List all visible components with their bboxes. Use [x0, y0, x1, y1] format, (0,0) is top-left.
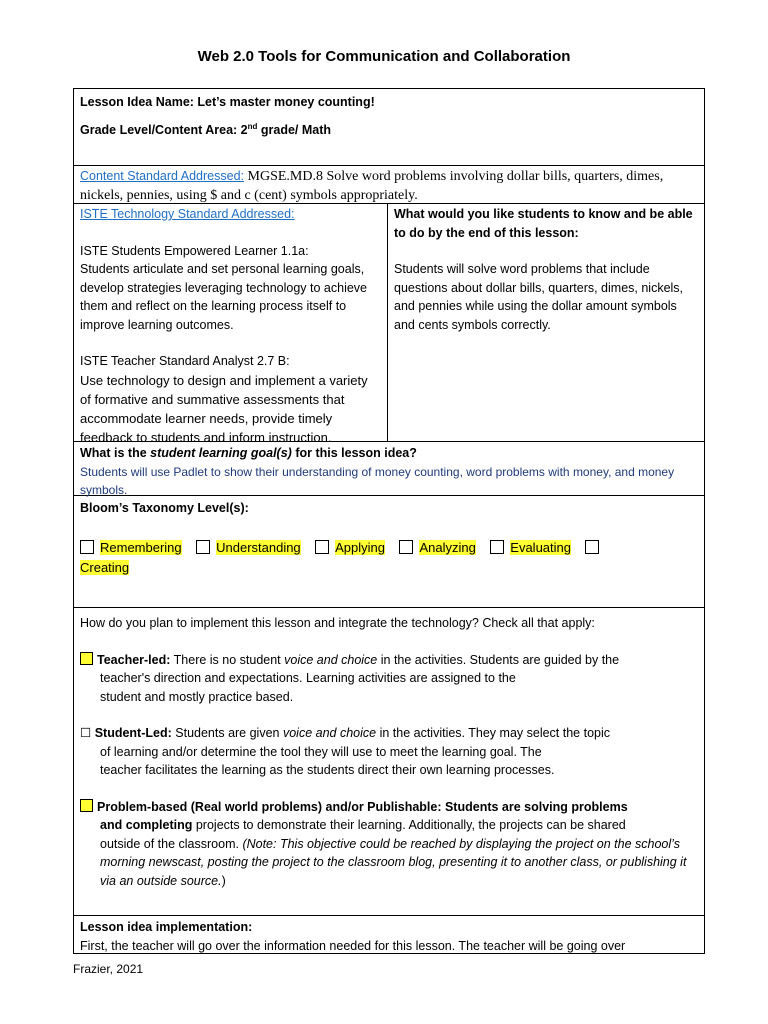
- remembering-checkbox[interactable]: [80, 540, 94, 554]
- blooms-label: Bloom’s Taxonomy Level(s):: [80, 501, 249, 515]
- student-led-checkbox[interactable]: ☐: [80, 726, 92, 740]
- lesson-name: Lesson Idea Name: Let’s master money counting!: [80, 95, 375, 109]
- goal-question: What is the student learning goal(s) for this lesson idea?: [80, 446, 417, 460]
- content-standard-text: MGSE.MD.8 Solve word problems involving dollar bills, quarters, dimes, nickels, pennies, using $ and c (cent) symbols appropriately.: [80, 169, 664, 203]
- student-led-line3: teacher facilitates the learning as the students direct their own learning processes.: [100, 763, 555, 777]
- teacher-led-checkbox[interactable]: [80, 652, 93, 665]
- iste-teacher-text: Use technology to design and implement a variety of formative and summative assessments that accommodate learner needs, provide timely feedback to students and inform instruction.: [80, 372, 368, 445]
- know-answer: Students will solve word problems that include questions about dollar bills, quarters, dimes, nickels, and pennies while using the dollar amount symbols and cents symbols correctly.: [394, 262, 684, 332]
- implement-question: How do you plan to implement this lesson and integrate the technology? Check all that apply:: [80, 616, 595, 630]
- understanding-checkbox[interactable]: [196, 540, 210, 554]
- level-evaluating: Evaluating: [510, 539, 571, 555]
- teacher-led-option: Teacher-led: There is no student voice and choice in the activities. Students are guided by the: [80, 651, 698, 670]
- level-analyzing: Analyzing: [419, 539, 476, 555]
- content-standard-row: [74, 166, 704, 204]
- creating-checkbox[interactable]: [585, 540, 599, 554]
- level-applying: Applying: [335, 539, 385, 555]
- teacher-led-line2: teacher's direction and expectations. Learning activities are assigned to the: [100, 671, 516, 685]
- lesson-table: [73, 88, 705, 954]
- implement-row: [74, 608, 704, 916]
- iste-column: [74, 204, 388, 445]
- lesson-info-row: [74, 89, 704, 166]
- analyzing-checkbox[interactable]: [399, 540, 413, 554]
- iste-student-heading: ISTE Students Empowered Learner 1.1a:: [80, 243, 309, 258]
- problem-based-checkbox[interactable]: [80, 799, 93, 812]
- iste-teacher-heading: ISTE Teacher Standard Analyst 2.7 B:: [80, 354, 290, 368]
- goal-answer: Students will use Padlet to show their understanding of money counting, word problems with money, and money symbols.: [80, 464, 675, 497]
- evaluating-checkbox[interactable]: [490, 540, 504, 554]
- problem-based-line3: outside of the classroom. (Note: This objective could be reached by displaying the project on the school’s morning newscast, posting the project to the classroom blog, presenting it to another class, or publishing it via an outside source.): [100, 836, 687, 888]
- page-title: Web 2.0 Tools for Communication and Collaboration: [197, 48, 571, 65]
- implementation-row: [74, 916, 704, 954]
- implementation-text: First, the teacher will go over the information needed for this lesson. The teacher will be going over: [80, 938, 626, 953]
- footer-author: Frazier, 2021: [73, 962, 144, 976]
- content-standard-label: Content Standard Addressed:: [80, 169, 245, 183]
- blooms-levels: [80, 538, 698, 578]
- teacher-led-line3: student and mostly practice based.: [100, 689, 294, 704]
- level-remembering: Remembering: [100, 539, 182, 555]
- problem-based-option: Problem-based (Real world problems) and/or Publishable: Students are solving problems: [80, 798, 698, 817]
- iste-label: ISTE Technology Standard Addressed:: [80, 207, 295, 221]
- iste-row: [74, 204, 704, 445]
- student-led-line2: of learning and/or determine the tool they will use to meet the learning goal. The: [100, 744, 542, 759]
- know-question: What would you like students to know and be able to do by the end of this lesson:: [394, 207, 693, 240]
- student-led-option: ☐ Student-Led: Students are given voice and choice in the activities. They may select the topic: [80, 726, 610, 740]
- problem-based-line2: and completing projects to demonstrate their learning. Additionally, the projects can be shared: [100, 818, 626, 832]
- blooms-row: [74, 496, 704, 608]
- implementation-label: Lesson idea implementation:: [80, 920, 253, 934]
- level-creating: Creating: [80, 559, 130, 575]
- iste-student-text: Students articulate and set personal learning goals, develop strategies leveraging technology to achieve them and reflect on the learning process itself to improve learning outcomes.: [80, 262, 367, 332]
- goal-row: [74, 442, 704, 496]
- applying-checkbox[interactable]: [315, 540, 329, 554]
- level-understanding: Understanding: [216, 539, 301, 555]
- know-column: [388, 204, 704, 441]
- grade-level: Grade Level/Content Area: 2nd grade/ Math: [80, 121, 332, 137]
